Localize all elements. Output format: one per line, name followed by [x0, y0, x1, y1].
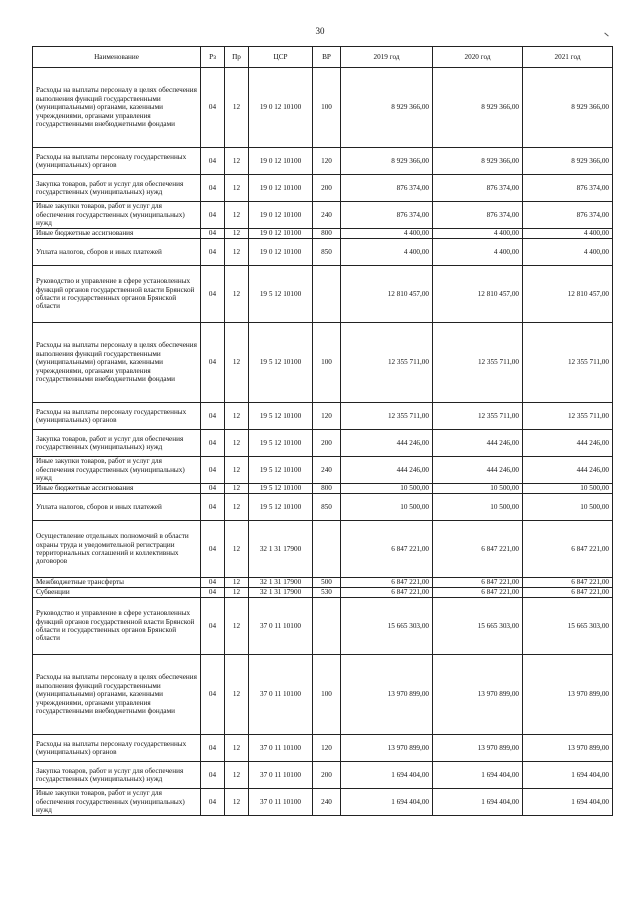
cell-2020: 13 970 899,00 [433, 735, 523, 762]
cell-2021: 876 374,00 [523, 202, 613, 229]
cell-vr: 240 [313, 202, 341, 229]
cell-name: Закупка товаров, работ и услуг для обеспечения государственных (муниципальных) нужд [33, 762, 201, 789]
cell-vr: 240 [313, 457, 341, 484]
cell-2021: 8 929 366,00 [523, 68, 613, 148]
cell-2020: 8 929 366,00 [433, 68, 523, 148]
cell-2019: 12 810 457,00 [341, 266, 433, 323]
cell-pr: 12 [225, 494, 249, 521]
cell-pr: 12 [225, 789, 249, 816]
cell-2021: 12 355 711,00 [523, 323, 613, 403]
budget-table [32, 46, 613, 816]
cell-pr: 12 [225, 762, 249, 789]
cell-2020: 10 500,00 [433, 494, 523, 521]
cell-vr: 500 [313, 578, 341, 588]
cell-name: Руководство и управление в сфере установленных функций органов государственной власти Брянской области и государственных органов Брянской области [33, 266, 201, 323]
cell-pr: 12 [225, 457, 249, 484]
table-header-row [33, 47, 613, 68]
cell-2021: 8 929 366,00 [523, 148, 613, 175]
cell-2019: 8 929 366,00 [341, 148, 433, 175]
cell-2020: 6 847 221,00 [433, 588, 523, 598]
header-name: Наименование [33, 47, 201, 68]
cell-csr: 19 5 12 10100 [249, 266, 313, 323]
table-row [33, 789, 613, 816]
cell-pr: 12 [225, 735, 249, 762]
cell-2019: 10 500,00 [341, 484, 433, 494]
cell-2019: 6 847 221,00 [341, 578, 433, 588]
cell-2021: 4 400,00 [523, 229, 613, 239]
cell-vr: 100 [313, 323, 341, 403]
cell-name: Иные бюджетные ассигнования [33, 229, 201, 239]
cell-name: Иные закупки товаров, работ и услуг для обеспечения государственных (муниципальных) нужд [33, 789, 201, 816]
cell-rz: 04 [201, 655, 225, 735]
cell-pr: 12 [225, 323, 249, 403]
cell-2020: 8 929 366,00 [433, 148, 523, 175]
cell-2019: 10 500,00 [341, 494, 433, 521]
table-body [33, 68, 613, 816]
cell-2019: 6 847 221,00 [341, 588, 433, 598]
cell-pr: 12 [225, 430, 249, 457]
cell-csr: 37 0 11 10100 [249, 598, 313, 655]
cell-csr: 19 0 12 10100 [249, 229, 313, 239]
cell-2020: 10 500,00 [433, 484, 523, 494]
cell-pr: 12 [225, 68, 249, 148]
header-2020: 2020 год [433, 47, 523, 68]
cell-2019: 12 355 711,00 [341, 403, 433, 430]
cell-2019: 6 847 221,00 [341, 521, 433, 578]
cell-vr: 530 [313, 588, 341, 598]
cell-2019: 444 246,00 [341, 430, 433, 457]
cell-pr: 12 [225, 148, 249, 175]
cell-2019: 876 374,00 [341, 175, 433, 202]
header-2021: 2021 год [523, 47, 613, 68]
table-row [33, 323, 613, 403]
cell-2021: 6 847 221,00 [523, 588, 613, 598]
cell-vr: 100 [313, 68, 341, 148]
cell-rz: 04 [201, 494, 225, 521]
cell-pr: 12 [225, 521, 249, 578]
cell-vr: 120 [313, 735, 341, 762]
cell-rz: 04 [201, 762, 225, 789]
cell-csr: 19 0 12 10100 [249, 239, 313, 266]
cell-name: Расходы на выплаты персоналу государственных (муниципальных) органов [33, 148, 201, 175]
cell-2021: 10 500,00 [523, 484, 613, 494]
cell-2020: 6 847 221,00 [433, 578, 523, 588]
cell-pr: 12 [225, 588, 249, 598]
cell-2019: 8 929 366,00 [341, 68, 433, 148]
cell-rz: 04 [201, 789, 225, 816]
table-row [33, 430, 613, 457]
cell-pr: 12 [225, 484, 249, 494]
cell-name: Осуществление отдельных полномочий в области охраны труда и уведомительной регистрации территориальных соглашений и коллективных договоров [33, 521, 201, 578]
cell-2019: 4 400,00 [341, 239, 433, 266]
cell-csr: 19 5 12 10100 [249, 323, 313, 403]
table-row [33, 598, 613, 655]
cell-2020: 4 400,00 [433, 229, 523, 239]
cell-name: Иные закупки товаров, работ и услуг для обеспечения государственных (муниципальных) нужд [33, 202, 201, 229]
cell-csr: 19 5 12 10100 [249, 484, 313, 494]
cell-csr: 32 1 31 17900 [249, 521, 313, 578]
table-row [33, 266, 613, 323]
cell-name: Уплата налогов, сборов и иных платежей [33, 494, 201, 521]
cell-2020: 13 970 899,00 [433, 655, 523, 735]
cell-name: Иные бюджетные ассигнования [33, 484, 201, 494]
cell-rz: 04 [201, 521, 225, 578]
cell-2020: 4 400,00 [433, 239, 523, 266]
cell-2020: 12 355 711,00 [433, 323, 523, 403]
cell-pr: 12 [225, 229, 249, 239]
cell-csr: 19 0 12 10100 [249, 175, 313, 202]
table-row [33, 588, 613, 598]
table-row [33, 239, 613, 266]
cell-2021: 12 810 457,00 [523, 266, 613, 323]
cell-2021: 6 847 221,00 [523, 521, 613, 578]
cell-rz: 04 [201, 403, 225, 430]
cell-2019: 876 374,00 [341, 202, 433, 229]
cell-csr: 19 0 12 10100 [249, 148, 313, 175]
cell-vr: 200 [313, 762, 341, 789]
cell-rz: 04 [201, 202, 225, 229]
cell-name: Расходы на выплаты персоналу в целях обеспечения выполнения функций государственными (муниципальными) органами, казенными учреждениями, органами управления государственными внебюджетными фондами [33, 655, 201, 735]
cell-2021: 4 400,00 [523, 239, 613, 266]
cell-2020: 444 246,00 [433, 430, 523, 457]
cell-name: Иные закупки товаров, работ и услуг для обеспечения государственных (муниципальных) нужд [33, 457, 201, 484]
table-row [33, 494, 613, 521]
cell-2020: 1 694 404,00 [433, 762, 523, 789]
cell-csr: 19 5 12 10100 [249, 457, 313, 484]
cell-2021: 15 665 303,00 [523, 598, 613, 655]
cell-name: Расходы на выплаты персоналу государственных (муниципальных) органов [33, 403, 201, 430]
cell-2020: 1 694 404,00 [433, 789, 523, 816]
cell-rz: 04 [201, 175, 225, 202]
cell-csr: 37 0 11 10100 [249, 735, 313, 762]
cell-name: Закупка товаров, работ и услуг для обеспечения государственных (муниципальных) нужд [33, 175, 201, 202]
cell-2020: 12 810 457,00 [433, 266, 523, 323]
cell-2019: 1 694 404,00 [341, 789, 433, 816]
cell-2021: 12 355 711,00 [523, 403, 613, 430]
cell-rz: 04 [201, 148, 225, 175]
cell-2021: 444 246,00 [523, 430, 613, 457]
cell-pr: 12 [225, 655, 249, 735]
cell-rz: 04 [201, 323, 225, 403]
cell-pr: 12 [225, 202, 249, 229]
cell-rz: 04 [201, 229, 225, 239]
cell-rz: 04 [201, 457, 225, 484]
header-rz: Рз [201, 47, 225, 68]
cell-2020: 444 246,00 [433, 457, 523, 484]
cell-2021: 13 970 899,00 [523, 735, 613, 762]
table-row [33, 202, 613, 229]
header-pr: Пр [225, 47, 249, 68]
cell-rz: 04 [201, 68, 225, 148]
cell-vr: 100 [313, 655, 341, 735]
cell-vr [313, 598, 341, 655]
cell-2021: 876 374,00 [523, 175, 613, 202]
table-row [33, 175, 613, 202]
cell-csr: 19 0 12 10100 [249, 202, 313, 229]
cell-vr: 120 [313, 403, 341, 430]
table-row [33, 655, 613, 735]
cell-csr: 37 0 11 10100 [249, 762, 313, 789]
cell-rz: 04 [201, 578, 225, 588]
cell-name: Руководство и управление в сфере установленных функций органов государственной власти Брянской области и государственных органов Брянской области [33, 598, 201, 655]
cell-pr: 12 [225, 175, 249, 202]
table-row [33, 68, 613, 148]
cell-2020: 6 847 221,00 [433, 521, 523, 578]
cell-vr: 120 [313, 148, 341, 175]
cell-vr: 800 [313, 484, 341, 494]
cell-2021: 444 246,00 [523, 457, 613, 484]
page-number: 30 [315, 26, 325, 36]
cell-2021: 1 694 404,00 [523, 789, 613, 816]
cell-csr: 19 5 12 10100 [249, 494, 313, 521]
table-row [33, 457, 613, 484]
cell-pr: 12 [225, 578, 249, 588]
cell-vr [313, 521, 341, 578]
cell-rz: 04 [201, 239, 225, 266]
cell-rz: 04 [201, 598, 225, 655]
cell-vr: 850 [313, 494, 341, 521]
cell-pr: 12 [225, 403, 249, 430]
cell-rz: 04 [201, 588, 225, 598]
table-row [33, 403, 613, 430]
cell-csr: 32 1 31 17900 [249, 578, 313, 588]
cell-2021: 6 847 221,00 [523, 578, 613, 588]
cell-2019: 13 970 899,00 [341, 655, 433, 735]
cell-vr [313, 266, 341, 323]
cell-2020: 876 374,00 [433, 175, 523, 202]
cell-name: Субвенции [33, 588, 201, 598]
cell-rz: 04 [201, 430, 225, 457]
cell-2020: 15 665 303,00 [433, 598, 523, 655]
cell-rz: 04 [201, 484, 225, 494]
cell-name: Межбюджетные трансферты [33, 578, 201, 588]
table-row [33, 735, 613, 762]
cell-vr: 240 [313, 789, 341, 816]
table-row [33, 148, 613, 175]
cell-name: Расходы на выплаты персоналу в целях обеспечения выполнения функций государственными (муниципальными) органами, казенными учреждениями, органами управления государственными внебюджетными фондами [33, 323, 201, 403]
cell-name: Расходы на выплаты персоналу государственных (муниципальных) органов [33, 735, 201, 762]
cell-csr: 19 0 12 10100 [249, 68, 313, 148]
table-row [33, 229, 613, 239]
cell-pr: 12 [225, 239, 249, 266]
cell-vr: 200 [313, 175, 341, 202]
cell-name: Уплата налогов, сборов и иных платежей [33, 239, 201, 266]
table-row [33, 762, 613, 789]
cell-2019: 1 694 404,00 [341, 762, 433, 789]
cell-rz: 04 [201, 266, 225, 323]
header-csr: ЦСР [249, 47, 313, 68]
cell-csr: 32 1 31 17900 [249, 588, 313, 598]
cell-csr: 19 5 12 10100 [249, 403, 313, 430]
header-vr: ВР [313, 47, 341, 68]
cell-2019: 4 400,00 [341, 229, 433, 239]
cell-pr: 12 [225, 266, 249, 323]
table-row [33, 521, 613, 578]
header-2019: 2019 год [341, 47, 433, 68]
cell-2021: 1 694 404,00 [523, 762, 613, 789]
cell-rz: 04 [201, 735, 225, 762]
cell-name: Расходы на выплаты персоналу в целях обеспечения выполнения функций государственными (муниципальными) органами, казенными учреждениями, органами управления государственными внебюджетными фондами [33, 68, 201, 148]
cell-2019: 12 355 711,00 [341, 323, 433, 403]
cell-name: Закупка товаров, работ и услуг для обеспечения государственных (муниципальных) нужд [33, 430, 201, 457]
cell-2021: 10 500,00 [523, 494, 613, 521]
cell-csr: 37 0 11 10100 [249, 789, 313, 816]
cell-vr: 800 [313, 229, 341, 239]
cell-vr: 850 [313, 239, 341, 266]
cell-csr: 19 5 12 10100 [249, 430, 313, 457]
table-row [33, 578, 613, 588]
cell-2020: 12 355 711,00 [433, 403, 523, 430]
table-row [33, 484, 613, 494]
cell-csr: 37 0 11 10100 [249, 655, 313, 735]
cell-2019: 13 970 899,00 [341, 735, 433, 762]
cell-2019: 15 665 303,00 [341, 598, 433, 655]
cell-2019: 444 246,00 [341, 457, 433, 484]
cell-2020: 876 374,00 [433, 202, 523, 229]
cell-pr: 12 [225, 598, 249, 655]
cell-vr: 200 [313, 430, 341, 457]
cell-2021: 13 970 899,00 [523, 655, 613, 735]
